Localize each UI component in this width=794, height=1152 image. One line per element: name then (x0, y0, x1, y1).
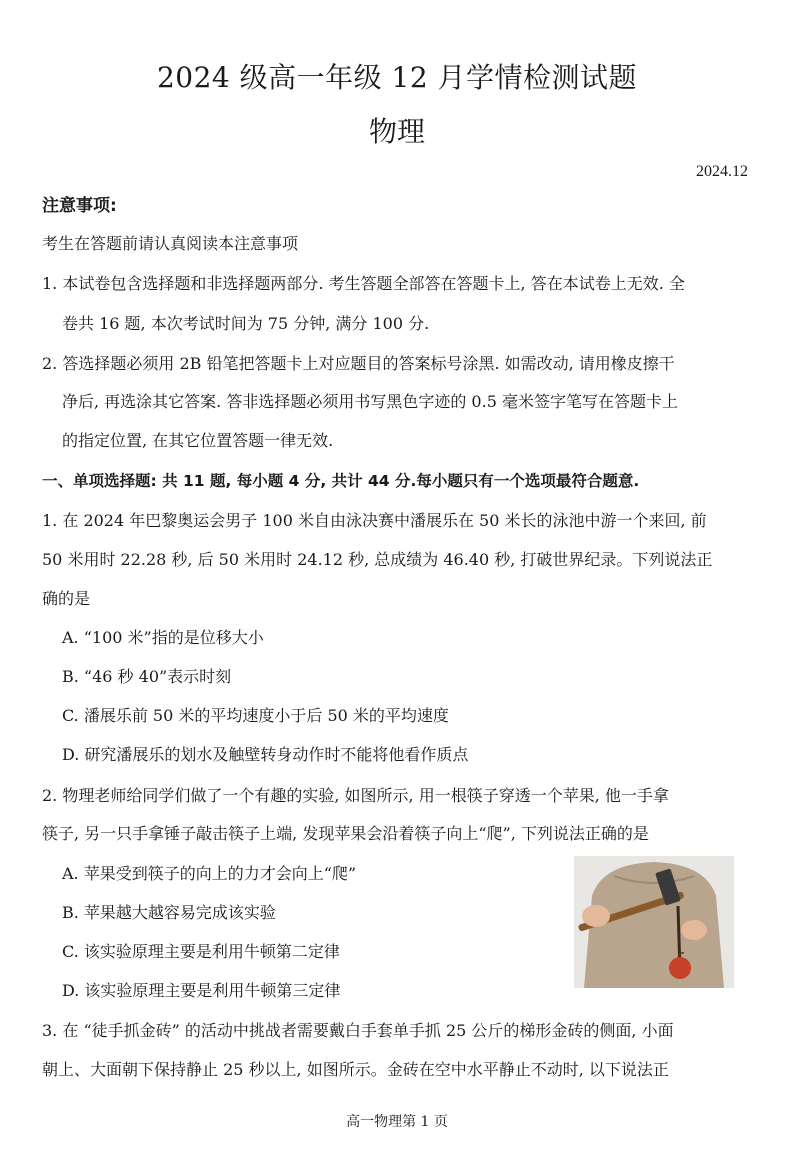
q1-option-a: A. “100 米”指的是位移大小 (62, 628, 264, 647)
q2-option-b: B. 苹果越大越容易完成该实验 (62, 903, 276, 922)
right-hand (681, 920, 707, 940)
notes-item1-line1: 1. 本试卷包含选择题和非选择题两部分. 考生答题全部答在答题卡上, 答在本试卷上无效. 全 (42, 274, 685, 293)
apple (669, 957, 691, 979)
q2-option-a: A. 苹果受到筷子的向上的力才会向上“爬” (62, 864, 357, 883)
section1-heading: 一、单项选择题: 共 11 题, 每小题 4 分, 共计 44 分.每小题只有一个选项最符合题意. (42, 472, 640, 490)
notes-intro: 考生在答题前请认真阅读本注意事项 (42, 234, 299, 253)
q1-line1: 1. 在 2024 年巴黎奥运会男子 100 米自由泳决赛中潘展乐在 50 米长的泳池中游一个来回, 前 (42, 511, 707, 530)
notes-heading: 注意事项: (42, 196, 117, 216)
left-hand (582, 905, 610, 927)
q1-option-c: C. 潘展乐前 50 米的平均速度小于后 50 米的平均速度 (62, 706, 449, 725)
page-footer: 高一物理第 1 页 (346, 1114, 448, 1130)
q1-option-d: D. 研究潘展乐的划水及触壁转身动作时不能将他看作质点 (62, 745, 469, 764)
q3-line2: 朝上、大面朝下保持静止 25 秒以上, 如图所示。金砖在空中水平静止不动时, 以下说法正 (42, 1060, 669, 1079)
exam-date: 2024.12 (696, 163, 748, 180)
notes-item2-line2: 净后, 再选涂其它答案. 答非选择题必须用书写黑色字迹的 0.5 毫米签字笔写在答题卡上 (62, 392, 678, 411)
exam-title: 2024 级高一年级 12 月学情检测试题 (156, 61, 638, 94)
apple-chopstick-photo (574, 856, 734, 988)
q1-line2: 50 米用时 22.28 秒, 后 50 米用时 24.12 秒, 总成绩为 46.40 秒, 打破世界纪录。下列说法正 (42, 550, 713, 569)
q1-option-b: B. “46 秒 40”表示时刻 (62, 667, 232, 686)
notes-item1-line2: 卷共 16 题, 本次考试时间为 75 分钟, 满分 100 分. (62, 314, 430, 333)
q1-line3: 确的是 (42, 589, 91, 608)
notes-item2-line3: 的指定位置, 在其它位置答题一律无效. (62, 431, 334, 450)
q2-line1: 2. 物理老师给同学们做了一个有趣的实验, 如图所示, 用一根筷子穿透一个苹果, 他一手拿 (42, 786, 669, 805)
q3-line1: 3. 在 “徒手抓金砖” 的活动中挑战者需要戴白手套单手抓 25 公斤的梯形金砖的侧面, 小面 (42, 1021, 674, 1040)
notes-item2-line1: 2. 答选择题必须用 2B 铅笔把答题卡上对应题目的答案标号涂黑. 如需改动, 请用橡皮擦干 (42, 354, 675, 373)
q2-option-c: C. 该实验原理主要是利用牛顿第二定律 (62, 942, 340, 961)
q2-option-d: D. 该实验原理主要是利用牛顿第三定律 (62, 981, 341, 1000)
exam-subject: 物理 (368, 115, 425, 148)
q2-line2: 筷子, 另一只手拿锤子敲击筷子上端, 发现苹果会沿着筷子向上“爬”, 下列说法正确的是 (42, 824, 649, 843)
